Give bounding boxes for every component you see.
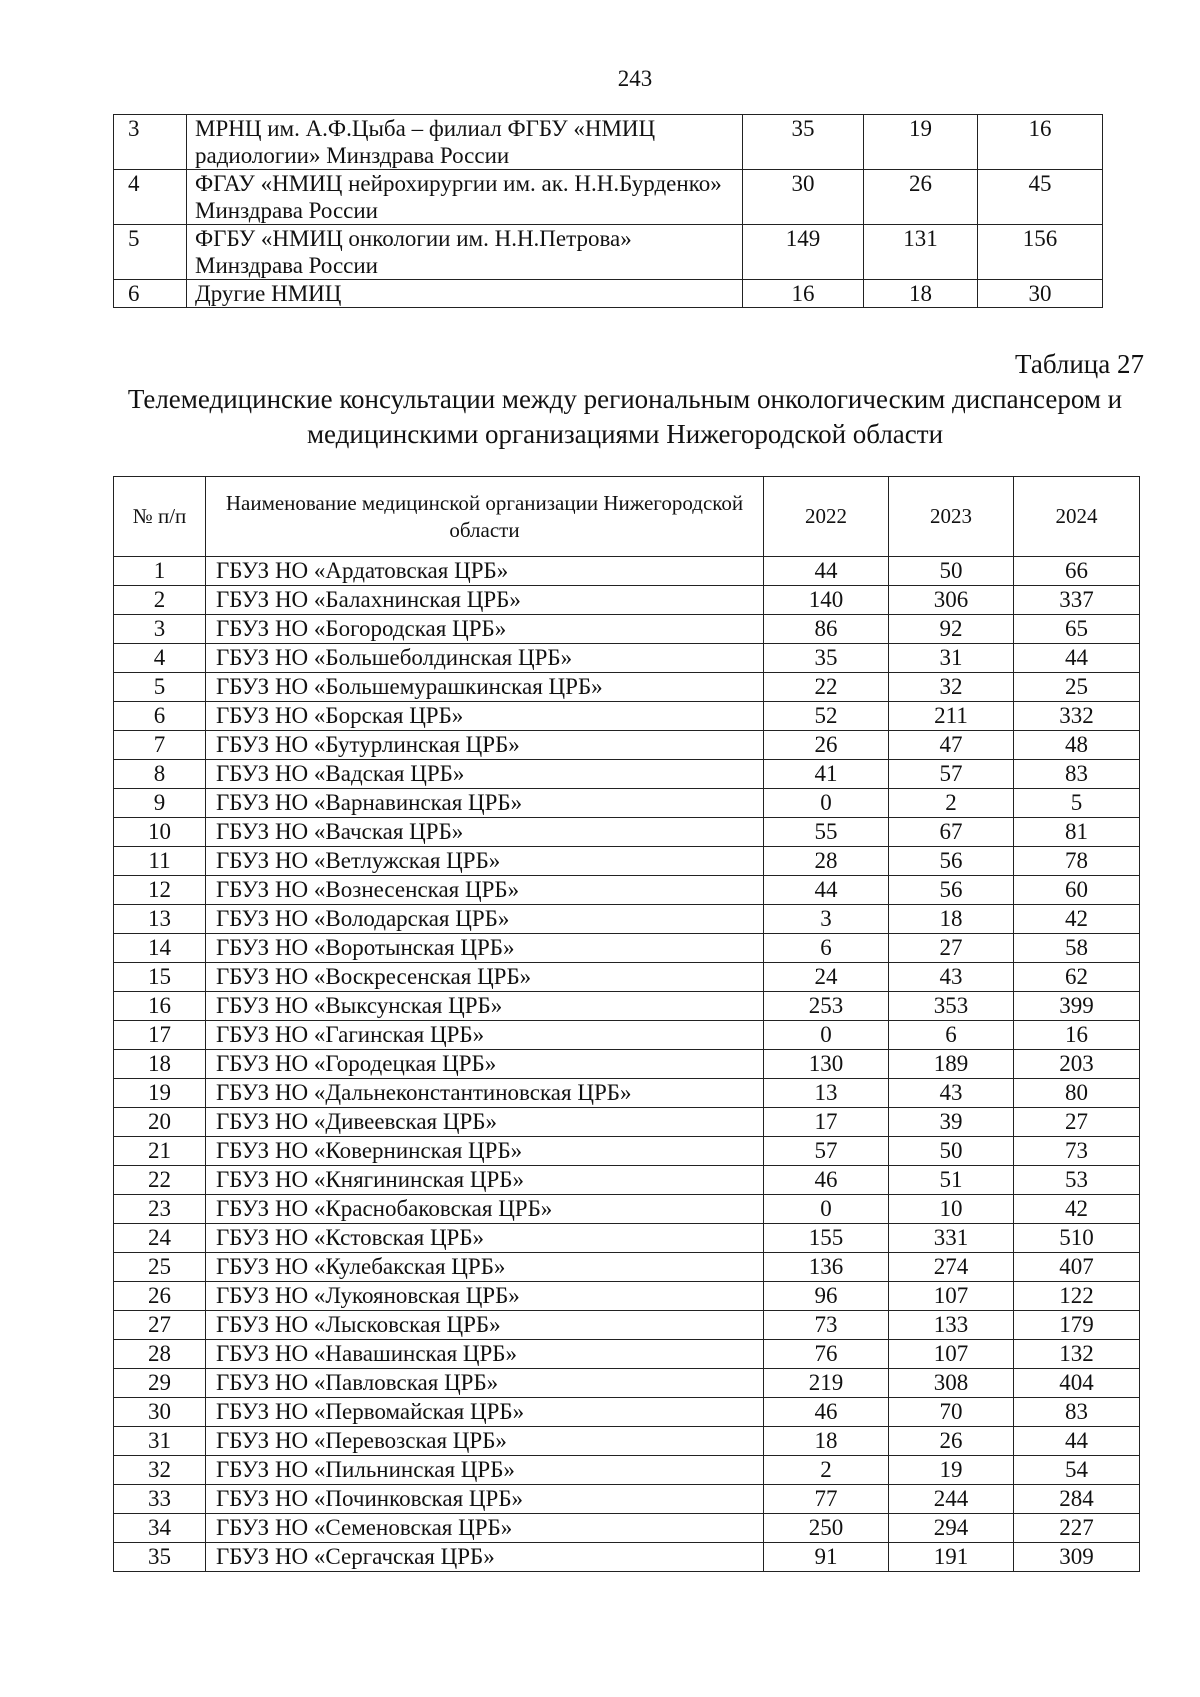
value-2023: 294	[889, 1514, 1014, 1543]
organization-name: ГБУЗ НО «Гагинская ЦРБ»	[206, 1021, 764, 1050]
row-number: 34	[114, 1514, 206, 1543]
value-2024: 45	[978, 170, 1103, 225]
value-2024: 156	[978, 225, 1103, 280]
value-2024: 80	[1014, 1079, 1140, 1108]
table-row	[114, 1514, 1140, 1543]
table-header	[114, 477, 1140, 557]
value-2024: 5	[1014, 789, 1140, 818]
value-2022: 3	[764, 905, 889, 934]
table-row	[114, 1050, 1140, 1079]
table-label: Таблица 27	[1015, 349, 1144, 379]
value-2022: 13	[764, 1079, 889, 1108]
value-2024: 16	[1014, 1021, 1140, 1050]
value-2023: 211	[889, 702, 1014, 731]
row-number: 4	[114, 644, 206, 673]
value-2023: 306	[889, 586, 1014, 615]
value-2024: 203	[1014, 1050, 1140, 1079]
value-2024: 332	[1014, 702, 1140, 731]
organization-name: МРНЦ им. А.Ф.Цыба – филиал ФГБУ «НМИЦ радиологии» Минздрава России	[187, 115, 743, 170]
value-2024: 62	[1014, 963, 1140, 992]
value-2022: 44	[764, 557, 889, 586]
table-row	[114, 1456, 1140, 1485]
organization-name: ГБУЗ НО «Ковернинская ЦРБ»	[206, 1137, 764, 1166]
header-2024: 2024	[1014, 477, 1140, 557]
row-number: 28	[114, 1340, 206, 1369]
value-2023: 308	[889, 1369, 1014, 1398]
row-number: 6	[114, 280, 187, 308]
row-number: 20	[114, 1108, 206, 1137]
row-number: 21	[114, 1137, 206, 1166]
value-2023: 57	[889, 760, 1014, 789]
value-2022: 52	[764, 702, 889, 731]
table-row	[114, 1369, 1140, 1398]
value-2022: 77	[764, 1485, 889, 1514]
table-row	[114, 760, 1140, 789]
value-2024: 83	[1014, 1398, 1140, 1427]
value-2022: 136	[764, 1253, 889, 1282]
value-2023: 27	[889, 934, 1014, 963]
table-row	[114, 1253, 1140, 1282]
value-2023: 47	[889, 731, 1014, 760]
row-number: 15	[114, 963, 206, 992]
row-number: 16	[114, 992, 206, 1021]
row-number: 9	[114, 789, 206, 818]
organization-name: ГБУЗ НО «Вознесенская ЦРБ»	[206, 876, 764, 905]
value-2022: 41	[764, 760, 889, 789]
value-2024: 122	[1014, 1282, 1140, 1311]
row-number: 23	[114, 1195, 206, 1224]
value-2023: 51	[889, 1166, 1014, 1195]
value-2022: 57	[764, 1137, 889, 1166]
value-2024: 399	[1014, 992, 1140, 1021]
value-2024: 58	[1014, 934, 1140, 963]
value-2023: 50	[889, 1137, 1014, 1166]
value-2022: 219	[764, 1369, 889, 1398]
value-2022: 35	[764, 644, 889, 673]
row-number: 24	[114, 1224, 206, 1253]
table-row	[114, 1195, 1140, 1224]
value-2023: 56	[889, 876, 1014, 905]
organization-name: ГБУЗ НО «Починковская ЦРБ»	[206, 1485, 764, 1514]
value-2024: 66	[1014, 557, 1140, 586]
value-2022: 253	[764, 992, 889, 1021]
table-row	[114, 1340, 1140, 1369]
organization-name: ГБУЗ НО «Богородская ЦРБ»	[206, 615, 764, 644]
organization-name: ГБУЗ НО «Пильнинская ЦРБ»	[206, 1456, 764, 1485]
organization-name: ГБУЗ НО «Выксунская ЦРБ»	[206, 992, 764, 1021]
table-row	[114, 1543, 1140, 1572]
organization-name: Другие НМИЦ	[187, 280, 743, 308]
table-row	[114, 992, 1140, 1021]
row-number: 2	[114, 586, 206, 615]
organization-name: ГБУЗ НО «Воротынская ЦРБ»	[206, 934, 764, 963]
value-2022: 46	[764, 1166, 889, 1195]
organization-name: ГБУЗ НО «Воскресенская ЦРБ»	[206, 963, 764, 992]
organization-name: ГБУЗ НО «Краснобаковская ЦРБ»	[206, 1195, 764, 1224]
row-number: 33	[114, 1485, 206, 1514]
page-number: 243	[617, 66, 653, 91]
value-2023: 39	[889, 1108, 1014, 1137]
table-row	[114, 1427, 1140, 1456]
value-2022: 130	[764, 1050, 889, 1079]
row-number: 27	[114, 1311, 206, 1340]
value-2023: 107	[889, 1340, 1014, 1369]
value-2023: 50	[889, 557, 1014, 586]
organization-name: ГБУЗ НО «Перевозская ЦРБ»	[206, 1427, 764, 1456]
value-2024: 44	[1014, 644, 1140, 673]
value-2022: 17	[764, 1108, 889, 1137]
value-2023: 189	[889, 1050, 1014, 1079]
value-2024: 73	[1014, 1137, 1140, 1166]
table-row	[114, 170, 1103, 225]
table-row	[114, 1108, 1140, 1137]
table-row	[114, 1282, 1140, 1311]
value-2022: 0	[764, 1195, 889, 1224]
value-2022: 96	[764, 1282, 889, 1311]
value-2023: 19	[864, 115, 978, 170]
row-number: 7	[114, 731, 206, 760]
value-2023: 32	[889, 673, 1014, 702]
value-2024: 54	[1014, 1456, 1140, 1485]
value-2022: 30	[743, 170, 864, 225]
value-2022: 155	[764, 1224, 889, 1253]
value-2024: 48	[1014, 731, 1140, 760]
value-2024: 404	[1014, 1369, 1140, 1398]
header-num: № п/п	[114, 477, 206, 557]
value-2023: 43	[889, 963, 1014, 992]
value-2024: 78	[1014, 847, 1140, 876]
table-row	[114, 818, 1140, 847]
value-2024: 60	[1014, 876, 1140, 905]
value-2023: 274	[889, 1253, 1014, 1282]
row-number: 32	[114, 1456, 206, 1485]
organization-name: ГБУЗ НО «Варнавинская ЦРБ»	[206, 789, 764, 818]
value-2023: 56	[889, 847, 1014, 876]
value-2023: 2	[889, 789, 1014, 818]
row-number: 17	[114, 1021, 206, 1050]
value-2024: 81	[1014, 818, 1140, 847]
table-title: Телемедицинские консультации между региональным онкологическим диспансером и медицинскими организациями Нижегородской области	[127, 384, 1123, 449]
organization-name: ГБУЗ НО «Городецкая ЦРБ»	[206, 1050, 764, 1079]
value-2024: 65	[1014, 615, 1140, 644]
row-number: 31	[114, 1427, 206, 1456]
table-row	[114, 1021, 1140, 1050]
organization-name: ГБУЗ НО «Павловская ЦРБ»	[206, 1369, 764, 1398]
value-2024: 179	[1014, 1311, 1140, 1340]
row-number: 35	[114, 1543, 206, 1572]
table-body	[114, 557, 1140, 1572]
organization-name: ГБУЗ НО «Вачская ЦРБ»	[206, 818, 764, 847]
row-number: 25	[114, 1253, 206, 1282]
value-2024: 42	[1014, 905, 1140, 934]
row-number: 26	[114, 1282, 206, 1311]
table-row	[114, 905, 1140, 934]
row-number: 19	[114, 1079, 206, 1108]
value-2023: 70	[889, 1398, 1014, 1427]
value-2024: 83	[1014, 760, 1140, 789]
organization-name: ГБУЗ НО «Бутурлинская ЦРБ»	[206, 731, 764, 760]
value-2023: 107	[889, 1282, 1014, 1311]
organization-name: ГБУЗ НО «Кстовская ЦРБ»	[206, 1224, 764, 1253]
value-2023: 331	[889, 1224, 1014, 1253]
value-2023: 131	[864, 225, 978, 280]
table-row	[114, 225, 1103, 280]
value-2024: 227	[1014, 1514, 1140, 1543]
row-number: 14	[114, 934, 206, 963]
organization-name: ФГБУ «НМИЦ онкологии им. Н.Н.Петрова» Минздрава России	[187, 225, 743, 280]
row-number: 30	[114, 1398, 206, 1427]
value-2024: 309	[1014, 1543, 1140, 1572]
table-row	[114, 673, 1140, 702]
row-number: 3	[114, 115, 187, 170]
value-2023: 6	[889, 1021, 1014, 1050]
row-number: 13	[114, 905, 206, 934]
table-row	[114, 586, 1140, 615]
value-2023: 67	[889, 818, 1014, 847]
value-2024: 510	[1014, 1224, 1140, 1253]
continuation-table-body	[114, 115, 1103, 308]
value-2024: 42	[1014, 1195, 1140, 1224]
organization-name: ФГАУ «НМИЦ нейрохирургии им. ак. Н.Н.Бурденко» Минздрава России	[187, 170, 743, 225]
value-2023: 26	[864, 170, 978, 225]
table-row	[114, 644, 1140, 673]
table-row	[114, 934, 1140, 963]
value-2024: 25	[1014, 673, 1140, 702]
table-row	[114, 1137, 1140, 1166]
row-number: 18	[114, 1050, 206, 1079]
row-number: 5	[114, 225, 187, 280]
value-2023: 244	[889, 1485, 1014, 1514]
table-row	[114, 557, 1140, 586]
header-2022: 2022	[764, 477, 889, 557]
value-2022: 55	[764, 818, 889, 847]
header-2023: 2023	[889, 477, 1014, 557]
row-number: 3	[114, 615, 206, 644]
organization-name: ГБУЗ НО «Семеновская ЦРБ»	[206, 1514, 764, 1543]
value-2024: 27	[1014, 1108, 1140, 1137]
organization-name: ГБУЗ НО «Навашинская ЦРБ»	[206, 1340, 764, 1369]
value-2022: 18	[764, 1427, 889, 1456]
value-2022: 28	[764, 847, 889, 876]
continuation-table	[113, 114, 1103, 308]
value-2022: 35	[743, 115, 864, 170]
table-row	[114, 115, 1103, 170]
row-number: 5	[114, 673, 206, 702]
organization-name: ГБУЗ НО «Лысковская ЦРБ»	[206, 1311, 764, 1340]
value-2023: 92	[889, 615, 1014, 644]
organization-name: ГБУЗ НО «Большемурашкинская ЦРБ»	[206, 673, 764, 702]
row-number: 6	[114, 702, 206, 731]
value-2022: 91	[764, 1543, 889, 1572]
value-2024: 407	[1014, 1253, 1140, 1282]
table-row	[114, 789, 1140, 818]
row-number: 11	[114, 847, 206, 876]
organization-name: ГБУЗ НО «Ветлужская ЦРБ»	[206, 847, 764, 876]
value-2023: 19	[889, 1456, 1014, 1485]
organization-name: ГБУЗ НО «Сергачская ЦРБ»	[206, 1543, 764, 1572]
organization-name: ГБУЗ НО «Кулебакская ЦРБ»	[206, 1253, 764, 1282]
value-2022: 250	[764, 1514, 889, 1543]
table-row	[114, 876, 1140, 905]
value-2024: 284	[1014, 1485, 1140, 1514]
table-row	[114, 963, 1140, 992]
value-2023: 18	[864, 280, 978, 308]
value-2023: 10	[889, 1195, 1014, 1224]
organization-name: ГБУЗ НО «Вадская ЦРБ»	[206, 760, 764, 789]
table-row	[114, 1166, 1140, 1195]
value-2022: 2	[764, 1456, 889, 1485]
table-row	[114, 280, 1103, 308]
header-name: Наименование медицинской организации Нижегородской области	[206, 477, 764, 557]
organization-name: ГБУЗ НО «Дивеевская ЦРБ»	[206, 1108, 764, 1137]
table-row	[114, 1224, 1140, 1253]
table-row	[114, 1311, 1140, 1340]
value-2022: 149	[743, 225, 864, 280]
table-row	[114, 615, 1140, 644]
table-row	[114, 1398, 1140, 1427]
value-2023: 133	[889, 1311, 1014, 1340]
row-number: 1	[114, 557, 206, 586]
row-number: 12	[114, 876, 206, 905]
organization-name: ГБУЗ НО «Лукояновская ЦРБ»	[206, 1282, 764, 1311]
value-2023: 353	[889, 992, 1014, 1021]
value-2024: 132	[1014, 1340, 1140, 1369]
value-2022: 73	[764, 1311, 889, 1340]
table-row	[114, 731, 1140, 760]
telemedicine-table	[113, 476, 1140, 1572]
value-2022: 26	[764, 731, 889, 760]
value-2023: 18	[889, 905, 1014, 934]
value-2022: 76	[764, 1340, 889, 1369]
row-number: 8	[114, 760, 206, 789]
table-row	[114, 702, 1140, 731]
value-2022: 86	[764, 615, 889, 644]
table-row	[114, 1485, 1140, 1514]
organization-name: ГБУЗ НО «Большеболдинская ЦРБ»	[206, 644, 764, 673]
value-2022: 16	[743, 280, 864, 308]
organization-name: ГБУЗ НО «Дальнеконстантиновская ЦРБ»	[206, 1079, 764, 1108]
value-2022: 140	[764, 586, 889, 615]
row-number: 22	[114, 1166, 206, 1195]
organization-name: ГБУЗ НО «Балахнинская ЦРБ»	[206, 586, 764, 615]
value-2022: 0	[764, 1021, 889, 1050]
value-2024: 44	[1014, 1427, 1140, 1456]
value-2024: 53	[1014, 1166, 1140, 1195]
organization-name: ГБУЗ НО «Княгининская ЦРБ»	[206, 1166, 764, 1195]
organization-name: ГБУЗ НО «Ардатовская ЦРБ»	[206, 557, 764, 586]
table-row	[114, 847, 1140, 876]
value-2023: 31	[889, 644, 1014, 673]
value-2024: 30	[978, 280, 1103, 308]
value-2024: 337	[1014, 586, 1140, 615]
value-2022: 24	[764, 963, 889, 992]
row-number: 4	[114, 170, 187, 225]
value-2022: 44	[764, 876, 889, 905]
value-2024: 16	[978, 115, 1103, 170]
organization-name: ГБУЗ НО «Борская ЦРБ»	[206, 702, 764, 731]
organization-name: ГБУЗ НО «Володарская ЦРБ»	[206, 905, 764, 934]
value-2022: 6	[764, 934, 889, 963]
value-2022: 46	[764, 1398, 889, 1427]
organization-name: ГБУЗ НО «Первомайская ЦРБ»	[206, 1398, 764, 1427]
value-2023: 43	[889, 1079, 1014, 1108]
header-row	[114, 477, 1140, 557]
table-row	[114, 1079, 1140, 1108]
value-2023: 26	[889, 1427, 1014, 1456]
value-2022: 22	[764, 673, 889, 702]
row-number: 10	[114, 818, 206, 847]
value-2022: 0	[764, 789, 889, 818]
value-2023: 191	[889, 1543, 1014, 1572]
row-number: 29	[114, 1369, 206, 1398]
